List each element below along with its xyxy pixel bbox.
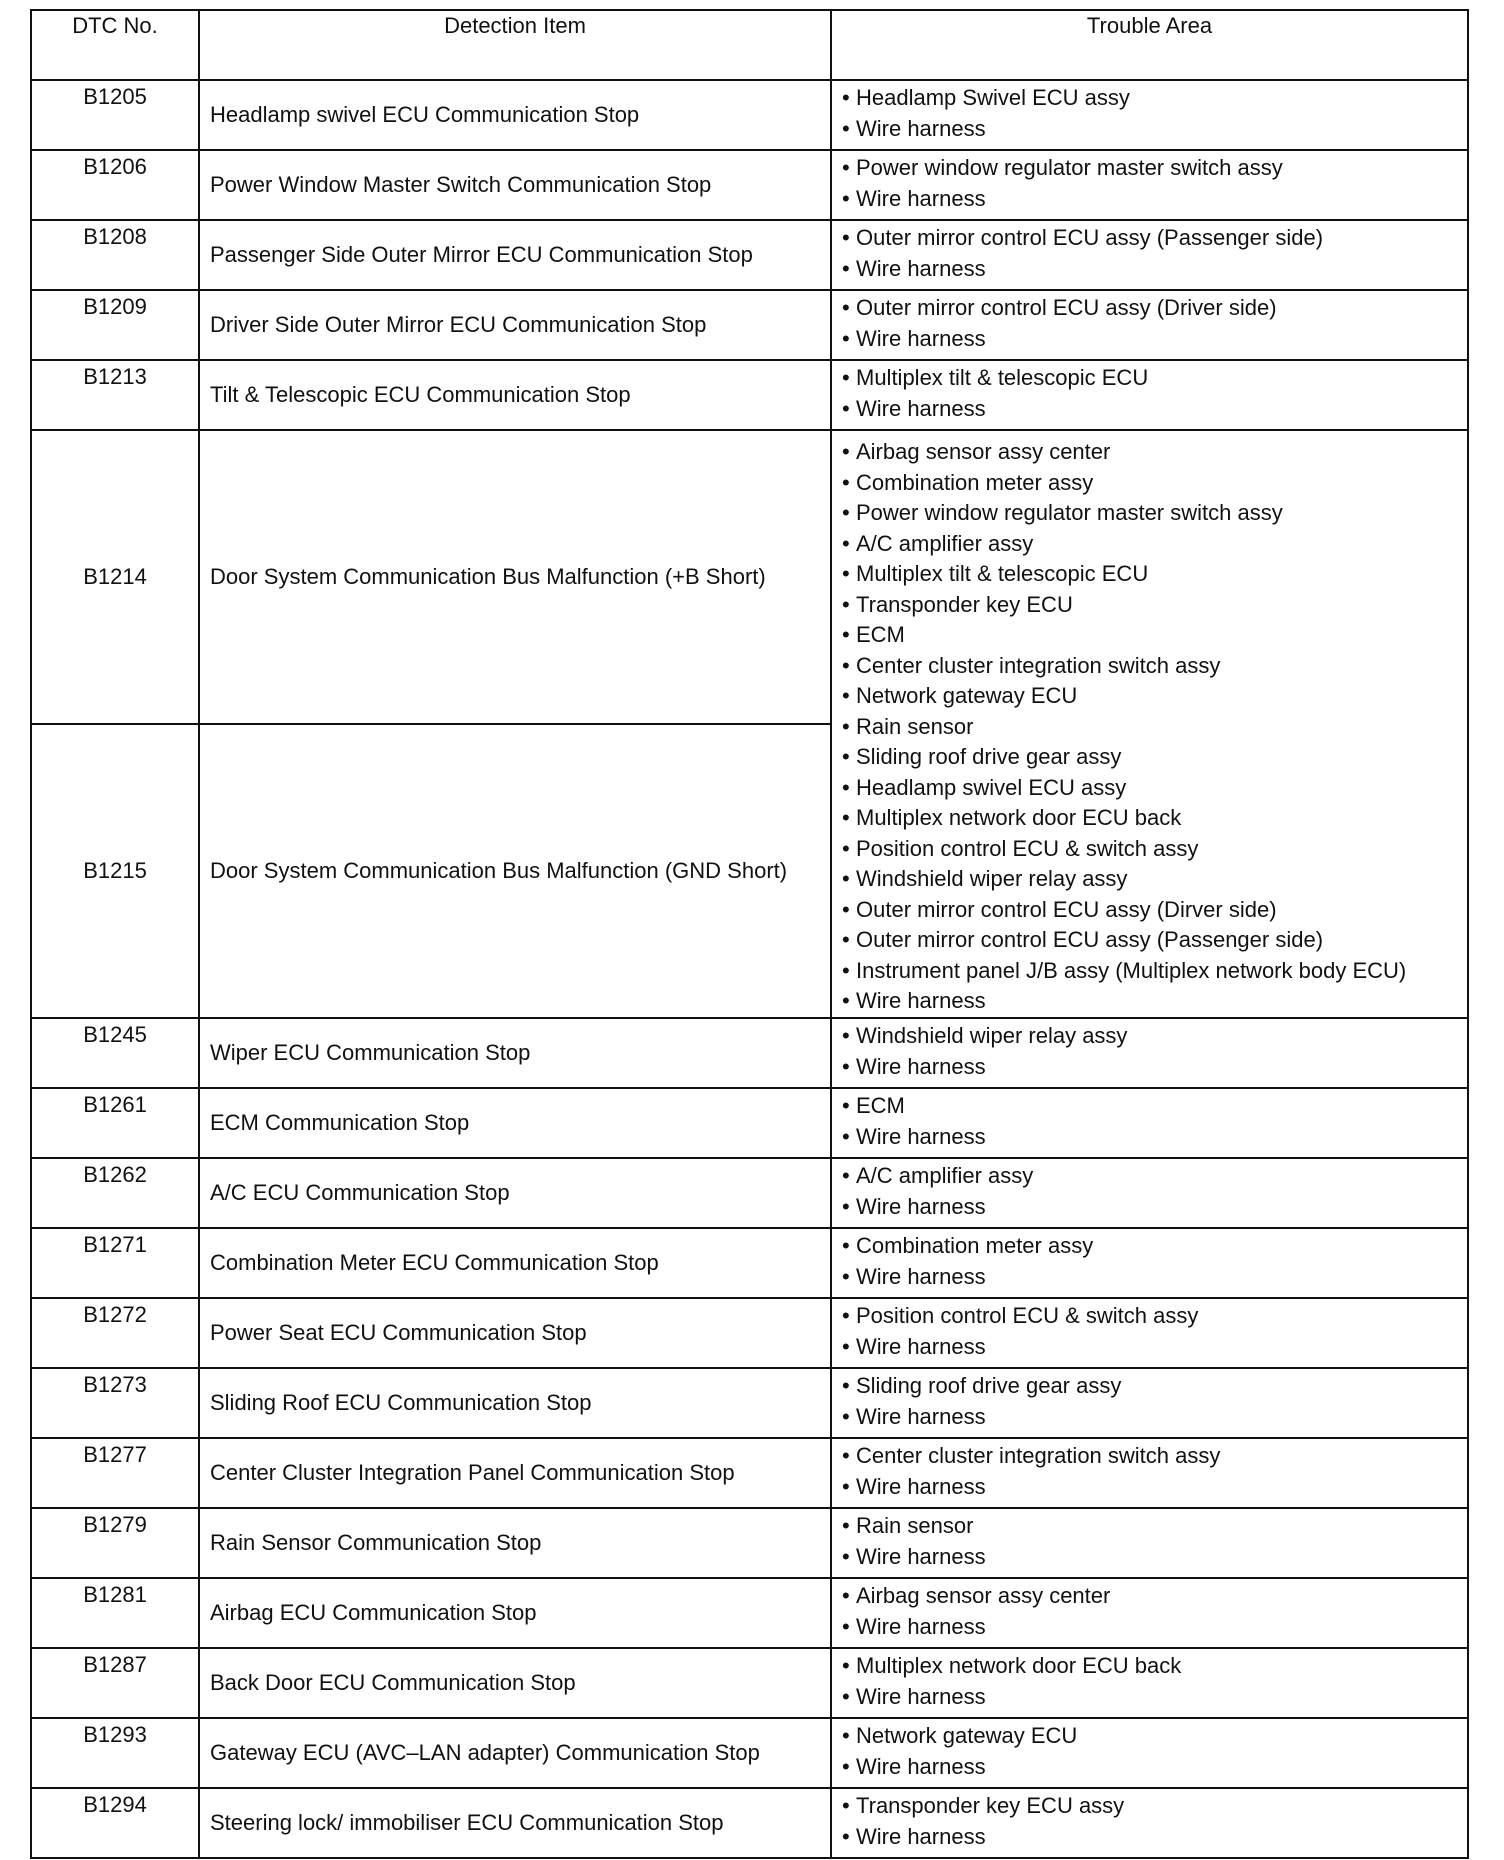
detection-item: Headlamp swivel ECU Communication Stop (199, 80, 831, 150)
trouble-area (831, 290, 1468, 360)
trouble-area-list (842, 437, 1467, 1017)
table-row (31, 430, 1468, 724)
trouble-area-list (842, 1301, 1467, 1362)
detection-item: ECM Communication Stop (199, 1088, 831, 1158)
trouble-area-list (842, 1231, 1467, 1292)
detection-item: Airbag ECU Communication Stop (199, 1578, 831, 1648)
table-row (31, 1298, 1468, 1368)
trouble-area (831, 80, 1468, 150)
table-row (31, 1158, 1468, 1228)
detection-item: Sliding Roof ECU Communication Stop (199, 1368, 831, 1438)
trouble-area-shared (831, 430, 1468, 1018)
trouble-area (831, 1298, 1468, 1368)
trouble-area-item: • Wire harness (842, 184, 1467, 215)
trouble-area (831, 1788, 1468, 1858)
table-row (31, 360, 1468, 430)
trouble-area-item: • Power window regulator master switch assy (842, 498, 1467, 529)
trouble-area-item: • Combination meter assy (842, 468, 1467, 499)
table-row (31, 1018, 1468, 1088)
trouble-area (831, 360, 1468, 430)
detection-item: Back Door ECU Communication Stop (199, 1648, 831, 1718)
trouble-area (831, 1018, 1468, 1088)
table-row (31, 1788, 1468, 1858)
table-row (31, 1718, 1468, 1788)
trouble-area-item: • Network gateway ECU (842, 1721, 1467, 1752)
detection-item: Tilt & Telescopic ECU Communication Stop (199, 360, 831, 430)
detection-item: Rain Sensor Communication Stop (199, 1508, 831, 1578)
trouble-area-item: • Wire harness (842, 1542, 1467, 1573)
trouble-area (831, 1158, 1468, 1228)
table-row (31, 1088, 1468, 1158)
trouble-area-list (842, 223, 1467, 284)
trouble-area-item: • Position control ECU & switch assy (842, 834, 1467, 865)
trouble-area-item: • Transponder key ECU (842, 590, 1467, 621)
trouble-area (831, 1228, 1468, 1298)
trouble-area-list (842, 363, 1467, 424)
trouble-area-item: • Wire harness (842, 986, 1467, 1017)
trouble-area-item: • Wire harness (842, 1402, 1467, 1433)
detection-item: Wiper ECU Communication Stop (199, 1018, 831, 1088)
dtc-code: B1271 (31, 1228, 199, 1298)
dtc-code: B1277 (31, 1438, 199, 1508)
trouble-area-list (842, 1651, 1467, 1712)
trouble-area (831, 1438, 1468, 1508)
trouble-area-item: • Outer mirror control ECU assy (Driver side) (842, 293, 1467, 324)
trouble-area-list (842, 1371, 1467, 1432)
dtc-code: B1245 (31, 1018, 199, 1088)
detection-item: Driver Side Outer Mirror ECU Communication Stop (199, 290, 831, 360)
dtc-code: B1279 (31, 1508, 199, 1578)
trouble-area-list (842, 1161, 1467, 1222)
detection-item: A/C ECU Communication Stop (199, 1158, 831, 1228)
trouble-area-item: • Airbag sensor assy center (842, 1581, 1467, 1612)
trouble-area-item: • Wire harness (842, 1052, 1467, 1083)
trouble-area (831, 1648, 1468, 1718)
trouble-area-item: • Outer mirror control ECU assy (Dirver side) (842, 895, 1467, 926)
detection-item: Passenger Side Outer Mirror ECU Communication Stop (199, 220, 831, 290)
detection-item: Center Cluster Integration Panel Communication Stop (199, 1438, 831, 1508)
table-row (31, 1228, 1468, 1298)
trouble-area (831, 1578, 1468, 1648)
table-row (31, 290, 1468, 360)
dtc-code: B1272 (31, 1298, 199, 1368)
trouble-area-item: • Outer mirror control ECU assy (Passenger side) (842, 223, 1467, 254)
trouble-area-list (842, 1511, 1467, 1572)
table-row (31, 220, 1468, 290)
trouble-area-item: • Wire harness (842, 1472, 1467, 1503)
trouble-area-list (842, 1091, 1467, 1152)
dtc-code: B1287 (31, 1648, 199, 1718)
table-row (31, 1438, 1468, 1508)
trouble-area-item: • Wire harness (842, 1752, 1467, 1783)
trouble-area-item: • Combination meter assy (842, 1231, 1467, 1262)
trouble-area-item: • Multiplex network door ECU back (842, 1651, 1467, 1682)
dtc-code: B1215 (31, 724, 199, 1018)
trouble-area-item: • Windshield wiper relay assy (842, 864, 1467, 895)
table-row (31, 150, 1468, 220)
dtc-code: B1261 (31, 1088, 199, 1158)
trouble-area-item: • Multiplex tilt & telescopic ECU (842, 559, 1467, 590)
trouble-area-item: • Airbag sensor assy center (842, 437, 1467, 468)
trouble-area-item: • Wire harness (842, 254, 1467, 285)
detection-item: Steering lock/ immobiliser ECU Communication Stop (199, 1788, 831, 1858)
trouble-area-item: • Center cluster integration switch assy (842, 651, 1467, 682)
table-row (31, 80, 1468, 150)
trouble-area-item: • Wire harness (842, 1122, 1467, 1153)
trouble-area-item: • ECM (842, 620, 1467, 651)
table-row (31, 1648, 1468, 1718)
trouble-area-item: • Wire harness (842, 1682, 1467, 1713)
trouble-area-item: • Wire harness (842, 1822, 1467, 1853)
trouble-area-item: • ECM (842, 1091, 1467, 1122)
trouble-area-list (842, 83, 1467, 144)
table-row (31, 1508, 1468, 1578)
trouble-area-item: • Wire harness (842, 114, 1467, 145)
dtc-code: B1273 (31, 1368, 199, 1438)
detection-item: Door System Communication Bus Malfunction (+B Short) (199, 430, 831, 724)
trouble-area-item: • Wire harness (842, 1192, 1467, 1223)
trouble-area-item: • Outer mirror control ECU assy (Passenger side) (842, 925, 1467, 956)
detection-item: Door System Communication Bus Malfunction (GND Short) (199, 724, 831, 1018)
dtc-code: B1214 (31, 430, 199, 724)
header-trouble-area: Trouble Area (831, 10, 1468, 80)
trouble-area-item: • Multiplex tilt & telescopic ECU (842, 363, 1467, 394)
trouble-area-item: • Headlamp swivel ECU assy (842, 773, 1467, 804)
trouble-area-item: • Sliding roof drive gear assy (842, 742, 1467, 773)
trouble-area-item: • Rain sensor (842, 1511, 1467, 1542)
trouble-area-item: • Power window regulator master switch assy (842, 153, 1467, 184)
trouble-area-list (842, 1791, 1467, 1852)
trouble-area-list (842, 1581, 1467, 1642)
detection-item: Power Seat ECU Communication Stop (199, 1298, 831, 1368)
trouble-area-list (842, 153, 1467, 214)
dtc-code: B1281 (31, 1578, 199, 1648)
trouble-area-item: • Wire harness (842, 1262, 1467, 1293)
table-row (31, 1368, 1468, 1438)
trouble-area (831, 1088, 1468, 1158)
trouble-area-item: • Network gateway ECU (842, 681, 1467, 712)
trouble-area-item: • Headlamp Swivel ECU assy (842, 83, 1467, 114)
dtc-code: B1213 (31, 360, 199, 430)
trouble-area-item: • Position control ECU & switch assy (842, 1301, 1467, 1332)
dtc-code: B1262 (31, 1158, 199, 1228)
dtc-code: B1208 (31, 220, 199, 290)
trouble-area (831, 1368, 1468, 1438)
trouble-area-item: • A/C amplifier assy (842, 1161, 1467, 1192)
trouble-area-list (842, 1441, 1467, 1502)
trouble-area (831, 220, 1468, 290)
trouble-area-item: • Multiplex network door ECU back (842, 803, 1467, 834)
dtc-code: B1205 (31, 80, 199, 150)
trouble-area-item: • Wire harness (842, 1332, 1467, 1363)
table-body (31, 10, 1468, 1858)
trouble-area (831, 150, 1468, 220)
trouble-area-item: • Sliding roof drive gear assy (842, 1371, 1467, 1402)
trouble-area-item: • Wire harness (842, 394, 1467, 425)
dtc-code: B1209 (31, 290, 199, 360)
trouble-area-list (842, 293, 1467, 354)
detection-item: Combination Meter ECU Communication Stop (199, 1228, 831, 1298)
dtc-table (30, 9, 1469, 1859)
header-dtc-no: DTC No. (31, 10, 199, 80)
dtc-code: B1206 (31, 150, 199, 220)
detection-item: Power Window Master Switch Communication Stop (199, 150, 831, 220)
trouble-area-item: • Wire harness (842, 1612, 1467, 1643)
detection-item: Gateway ECU (AVC–LAN adapter) Communication Stop (199, 1718, 831, 1788)
trouble-area (831, 1718, 1468, 1788)
trouble-area-item: • Rain sensor (842, 712, 1467, 743)
trouble-area-item: • Center cluster integration switch assy (842, 1441, 1467, 1472)
header-detection-item: Detection Item (199, 10, 831, 80)
dtc-code: B1293 (31, 1718, 199, 1788)
trouble-area-item: • Wire harness (842, 324, 1467, 355)
header-row (31, 10, 1468, 80)
trouble-area-item: • Transponder key ECU assy (842, 1791, 1467, 1822)
dtc-code: B1294 (31, 1788, 199, 1858)
trouble-area-list (842, 1721, 1467, 1782)
trouble-area-item: • A/C amplifier assy (842, 529, 1467, 560)
trouble-area-list (842, 1021, 1467, 1082)
trouble-area (831, 1508, 1468, 1578)
trouble-area-item: • Instrument panel J/B assy (Multiplex network body ECU) (842, 956, 1467, 987)
table-row (31, 1578, 1468, 1648)
trouble-area-item: • Windshield wiper relay assy (842, 1021, 1467, 1052)
